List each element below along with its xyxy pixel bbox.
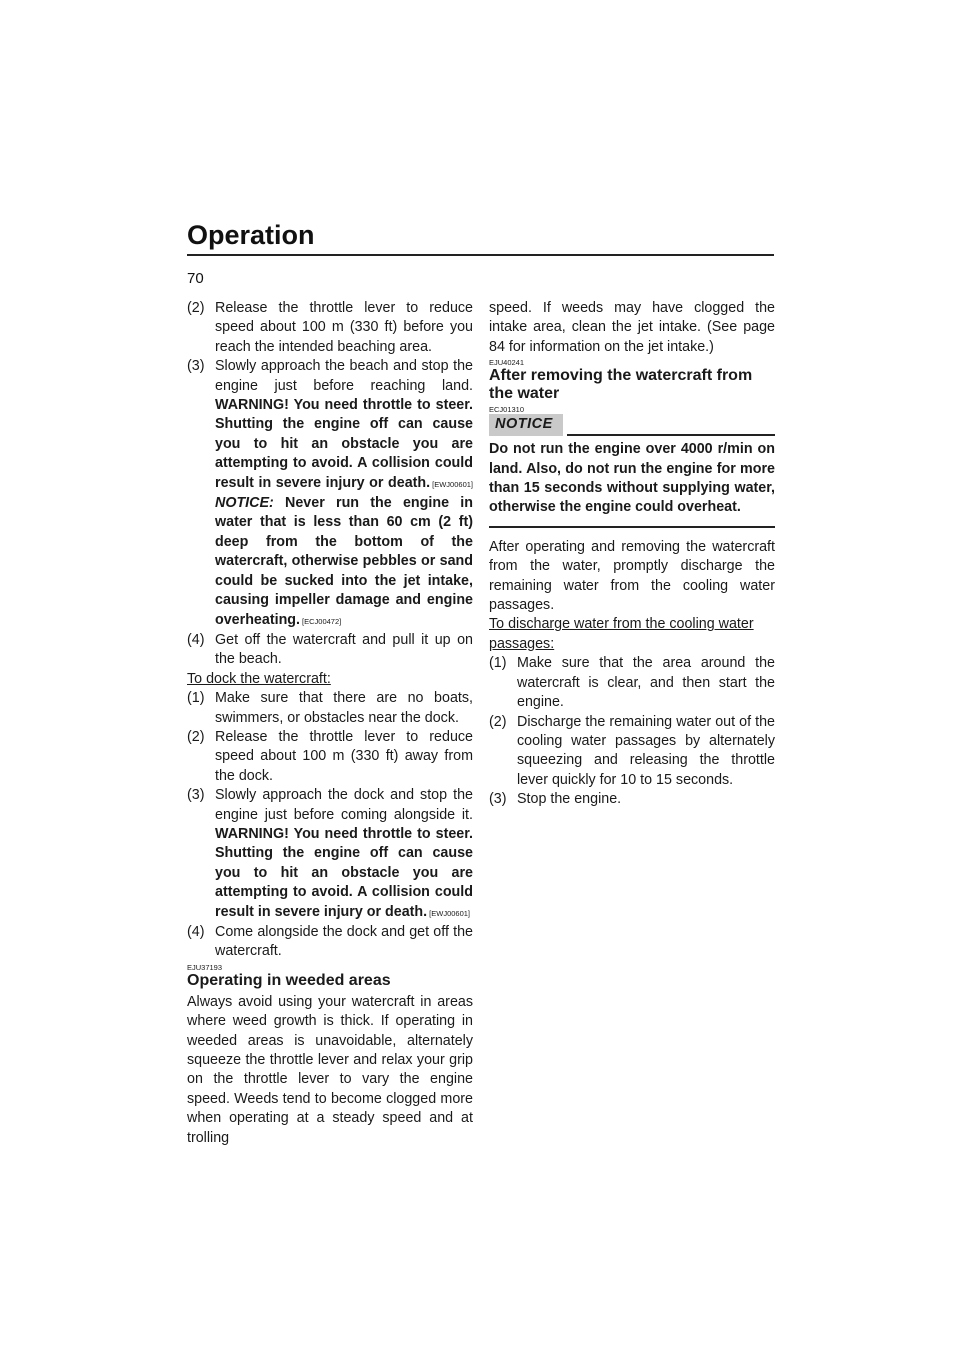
beach-step-3 (187, 357, 473, 631)
step-number: (3) (489, 791, 507, 808)
section-code: EJU37193 (187, 962, 223, 972)
step-text: Get off the watercraft and pull it up on the beach. (215, 631, 473, 668)
warning-code: [EWJ00601] (429, 908, 471, 918)
dock-heading: To dock the watercraft: (187, 670, 331, 687)
discharge-step-2 (489, 713, 775, 791)
step-text: Discharge the remaining water out of the cooling water passages by alternately squeezing and releasing the throttle lever quickly for 10 to 15 seconds. (517, 713, 775, 788)
notice-rule (567, 434, 775, 436)
weeded-paragraph: Always avoid using your watercraft in areas where weed growth is thick. If operating in weeded areas is unavoidable, alternately squeeze the throttle lever and relax your grip on the throttle lever to vary the engine speed. Weeds tend to become clogged more when operating at a steady speed and at trolling (187, 993, 473, 1146)
header-rule (187, 254, 774, 256)
dock-step-2 (187, 728, 473, 786)
step-text: Release the throttle lever to reduce speed about 100 m (330 ft) away from the dock. (215, 728, 473, 784)
warning-text: WARNING! You need throttle to steer. Shutting the engine off can cause you to hit an obstacle you are attempting to avoid. A collision could result in severe injury or death. (215, 825, 473, 920)
step-text: Slowly approach the beach and stop the engine just before reaching land. (215, 358, 473, 394)
beach-step-4 (187, 631, 473, 670)
page-title: Operation (187, 220, 315, 250)
notice-badge: NOTICE (489, 414, 563, 435)
discharge-step-3 (489, 790, 775, 809)
step-number: (4) (187, 631, 205, 648)
dock-step-4 (187, 923, 473, 962)
section-heading: After removing the watercraft from the water (489, 367, 753, 403)
step-number: (1) (187, 690, 205, 707)
step-text: Stop the engine. (517, 791, 622, 808)
discharge-step-1 (489, 654, 775, 712)
section-code: EJU40241 (489, 358, 525, 368)
right-column (489, 299, 775, 810)
discharge-heading: To discharge water from the cooling water passages: (489, 616, 754, 652)
notice-header (489, 414, 775, 438)
after-paragraph: After operating and removing the watercraft from the water, promptly discharge the remaining water from the cooling water passages. (489, 538, 775, 614)
notice-code: [ECJ00472] (302, 616, 342, 626)
notice-code: ECJ01310 (489, 405, 525, 415)
notice-text: Never run the engine in water that is less than 60 cm (2 ft) deep from the bottom of the watercraft, otherwise pebbles or sand could be sucked into the jet intake, causing impeller damage and engine overheating. (215, 495, 473, 628)
step-number: (2) (187, 728, 205, 745)
notice-text: Do not run the engine over 4000 r/min on land. Also, do not run the engine for more than 15 seconds without supplying water, otherwise the engine could overheat. (489, 441, 775, 516)
step-text: Make sure that the area around the watercraft is clear, and then start the engine. (517, 655, 775, 711)
weeded-paragraph-continued: speed. If weeds may have clogged the intake area, clean the jet intake. (See page 84 for information on the jet intake.) (489, 300, 775, 355)
notice-label: NOTICE: (215, 495, 274, 512)
page-number: 70 (187, 270, 204, 287)
step-number: (3) (187, 787, 205, 804)
notice-end-rule (489, 526, 775, 528)
step-number: (1) (489, 655, 507, 672)
left-column (187, 299, 473, 1148)
step-number: (3) (187, 358, 205, 375)
step-text: Come alongside the dock and get off the watercraft. (215, 924, 473, 960)
step-number: (2) (187, 300, 205, 316)
dock-step-3 (187, 786, 473, 923)
warning-code: [EWJ00601] (432, 479, 473, 489)
warning-text: WARNING! You need throttle to steer. Shutting the engine off can cause you to hit an obstacle you are attempting to avoid. A collision could result in severe injury or death. (215, 397, 473, 491)
step-text: Release the throttle lever to reduce speed about 100 m (330 ft) before you reach the intended beaching area. (215, 300, 473, 355)
beach-step-2 (187, 299, 473, 357)
step-number: (4) (187, 924, 205, 940)
section-heading: Operating in weeded areas (187, 971, 391, 989)
dock-step-1 (187, 689, 473, 728)
step-text: Make sure that there are no boats, swimmers, or obstacles near the dock. (215, 690, 473, 726)
step-text: Slowly approach the dock and stop the engine just before coming alongside it. (215, 787, 473, 823)
step-number: (2) (489, 713, 507, 730)
